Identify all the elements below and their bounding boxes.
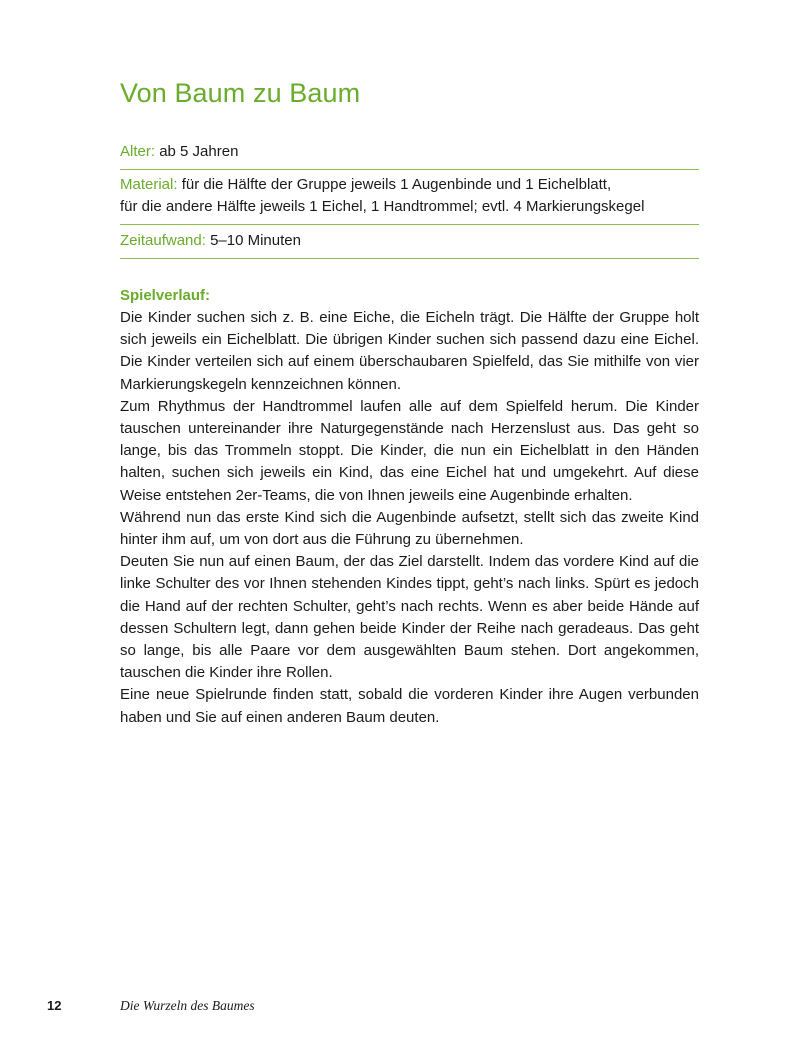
material-label: Material:	[120, 176, 178, 193]
info-row-material	[120, 170, 699, 225]
running-title: Die Wurzeln des Baumes	[120, 998, 255, 1013]
zeitaufwand-value: 5–10 Minuten	[210, 232, 301, 249]
info-row-alter	[120, 138, 699, 170]
material-line-2: für die andere Hälfte jeweils 1 Eichel, 1 Handtrommel; evtl. 4 Markierungskegel	[120, 198, 645, 215]
alter-value: ab 5 Jahren	[159, 143, 239, 160]
alter-label: Alter:	[120, 143, 156, 160]
paragraph: Deuten Sie nun auf einen Baum, der das Ziel darstellt. Indem das vordere Kind auf die linke Schulter des vor Ihnen stehenden Kindes tippt, geht’s nach links. Spürt es jedoch die Hand auf der rechten Schulter, geht’s nach rechts. Wenn es aber beide Hände auf dessen Schultern legt, dann gehen beide Kinder der Reihe nach geradeaus. Das geht so lange, bis alle Paare vor dem ausgewählten Baum stehen. Dort angekommen, tauschen die Kinder ihre Rollen.	[120, 553, 699, 682]
paragraph: Zum Rhythmus der Handtrommel laufen alle auf dem Spielfeld herum. Die Kinder tauschen untereinander ihre Naturgegenstände nach Herzenslust aus. Das geht so lange, bis das Trommeln stoppt. Die Kinder, die nun ein Eichelblatt in den Händen halten, suchen sich jeweils ein Kind, das eine Eichel hat und umgekehrt. Auf diese Weise entstehen 2er-Teams, die von Ihnen jeweils eine Augenbinde erhalten.	[120, 397, 699, 504]
paragraph: Die Kinder suchen sich z. B. eine Eiche, die Eicheln trägt. Die Hälfte der Gruppe holt sich jeweils ein Eichelblatt. Die übrigen Kinder suchen sich passend dazu eine Eichel. Die Kinder verteilen sich auf einem überschaubaren Spielfeld, das Sie mithilfe von vier Markierungskegeln kennzeichnen können.	[120, 309, 699, 393]
material-line-1: für die Hälfte der Gruppe jeweils 1 Augenbinde und 1 Eichelblatt,	[181, 176, 612, 193]
zeitaufwand-label: Zeitaufwand:	[120, 232, 206, 249]
paragraph: Während nun das erste Kind sich die Augenbinde aufsetzt, stellt sich das zweite Kind hinter ihm auf, um von dort aus die Führung zu übernehmen.	[120, 508, 699, 549]
info-block	[120, 138, 699, 259]
paragraph: Eine neue Spielrunde finden statt, sobald die vorderen Kinder ihre Augen verbunden haben und Sie auf einen anderen Baum deuten.	[120, 686, 699, 726]
page-footer	[0, 996, 800, 1016]
info-row-zeitaufwand	[120, 225, 699, 259]
body-text	[120, 307, 699, 729]
section-heading: Spielverlauf:	[120, 287, 211, 304]
page-title: Von Baum zu Baum	[120, 78, 361, 108]
page-number: 12	[47, 998, 62, 1013]
